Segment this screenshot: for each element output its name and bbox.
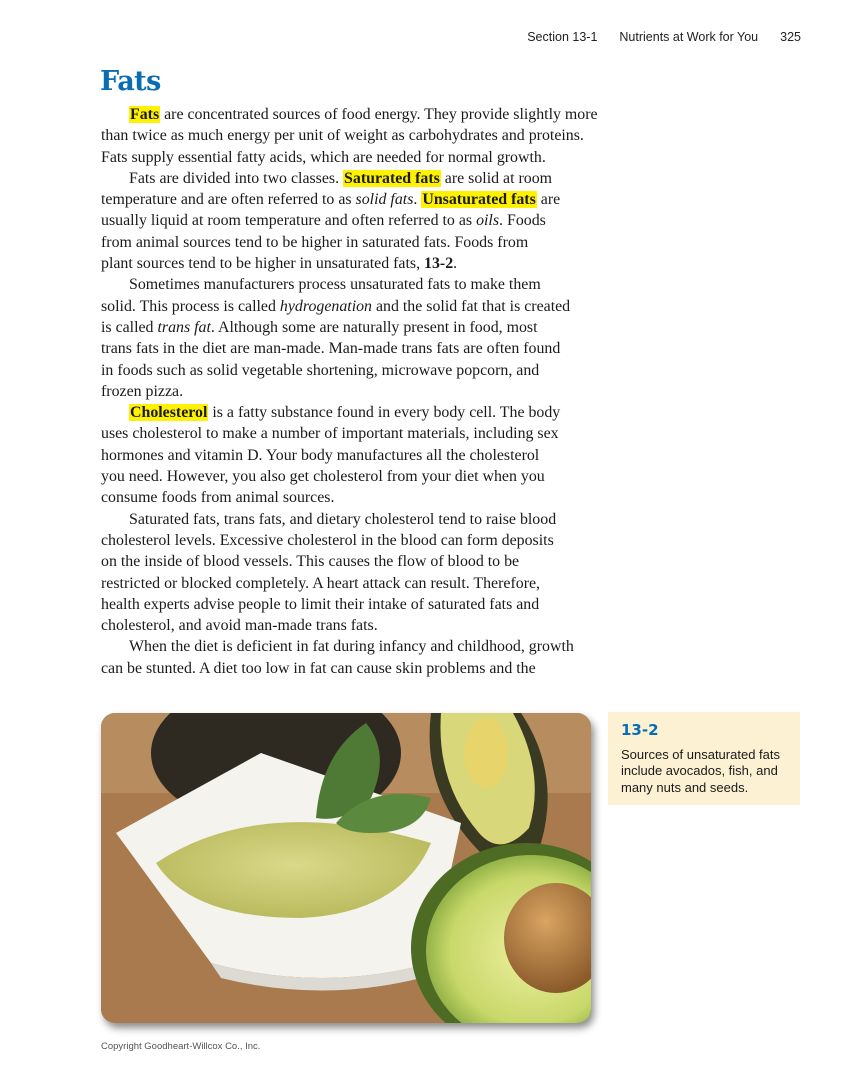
text-line [101,636,595,657]
italic-term: solid fats [355,191,414,209]
text-run: . [453,255,458,273]
text-run: . Foods [499,212,546,230]
text-run: consume foods from animal sources. [101,489,335,507]
key-term-highlight: Saturated fats [344,169,440,187]
text-run: temperature and are often referred to as [101,191,356,209]
paragraph [101,402,595,508]
text-line [101,594,595,615]
text-line [101,104,598,125]
text-line [101,360,595,381]
text-run: frozen pizza. [101,382,184,400]
figure-caption-text: Sources of unsaturated fats include avocados, fish, and many nuts and seeds. [621,747,780,795]
page-number: 325 [780,30,801,44]
paragraph [101,636,595,679]
text-run: are [536,191,561,209]
text-run: solid. This process is called [101,297,280,315]
text-line [101,125,595,146]
text-run: is a fatty substance found in every body cell. The body [208,404,561,422]
text-run: in foods such as solid vegetable shortening, microwave popcorn, and [101,361,540,379]
text-run: restricted or blocked completely. A heart attack can result. Therefore, [101,574,541,592]
section-label: Section 13-1 [527,30,598,44]
text-run: you need. However, you also get cholesterol from your diet when you [101,468,545,486]
text-run: and the solid fat that is created [372,297,571,315]
text-line [101,487,595,508]
text-line [101,338,595,359]
text-run: are concentrated sources of food energy. They provide slightly more [160,106,598,123]
text-run: from animal sources tend to be higher in saturated fats. Foods from [101,233,529,251]
text-line [101,168,595,189]
avocado-dip-illustration [101,713,591,1023]
text-run: Fats supply essential fatty acids, which are needed for normal growth. [101,148,546,166]
text-line [101,445,595,466]
text-run: trans fats in the diet are man-made. Man-made trans fats are often found [101,340,561,358]
key-term-highlight: Unsaturated fats [422,191,536,209]
text-line [101,658,595,679]
text-run: . Although some are naturally present in food, most [210,318,538,336]
paragraph [101,509,595,637]
text-run: on the inside of blood vessels. This causes the flow of blood to be [101,553,520,571]
text-line [101,232,595,253]
text-run: Saturated fats, trans fats, and dietary cholesterol tend to raise blood [129,510,557,528]
text-line [101,274,595,295]
italic-term: oils [476,212,500,230]
text-run: uses cholesterol to make a number of important materials, including sex [101,425,559,443]
text-run: usually liquid at room temperature and often referred to as [101,212,477,230]
text-run: Sometimes manufacturers process unsaturated fats to make them [129,276,541,294]
text-run: hormones and vitamin D. Your body manufactures all the cholesterol [101,446,540,464]
text-line [101,189,595,210]
chapter-title: Nutrients at Work for You [619,30,759,44]
text-line [101,317,595,338]
key-term-highlight: Fats [130,106,160,123]
text-run: When the diet is deficient in fat during infancy and childhood, growth [129,638,574,656]
text-line [101,381,595,402]
text-run: Fats are divided into two classes. [129,169,344,187]
text-line [101,530,595,551]
key-term-highlight: Cholesterol [130,404,208,422]
italic-term: hydrogenation [279,297,372,315]
text-line [101,210,595,231]
text-line [101,296,595,317]
figure-reference: 13-2 [424,255,454,273]
copyright-footer: Copyright Goodheart-Willcox Co., Inc. [101,1041,261,1052]
text-line [101,402,595,423]
text-run: . [413,191,422,209]
text-run: plant sources tend to be higher in unsaturated fats, [101,255,425,273]
text-line [101,551,595,572]
text-run: health experts advise people to limit their intake of saturated fats and [101,595,540,613]
paragraph [101,274,595,402]
text-line [101,466,595,487]
running-header [527,30,801,44]
figure-13-2-photo [101,713,591,1023]
figure-number: 13-2 [621,721,659,739]
paragraph [101,168,595,274]
section-heading: Fats [100,66,161,97]
text-run: cholesterol levels. Excessive cholesterol in the blood can form deposits [101,531,554,549]
text-line [101,423,595,444]
text-run: than twice as much energy per unit of weight as carbohydrates and proteins. [101,127,584,145]
text-line [101,253,595,274]
paragraph [101,104,598,168]
text-line [101,573,595,594]
text-run: cholesterol, and avoid man-made trans fats. [101,617,378,635]
text-run: are solid at room [440,169,553,187]
text-run: is called [101,318,158,336]
figure-caption-box [608,712,800,805]
text-line [101,615,595,636]
body-text [101,104,598,679]
text-line [101,147,595,168]
text-run: can be stunted. A diet too low in fat can cause skin problems and the [101,659,536,677]
text-line [101,509,595,530]
italic-term: trans fat [157,318,211,336]
